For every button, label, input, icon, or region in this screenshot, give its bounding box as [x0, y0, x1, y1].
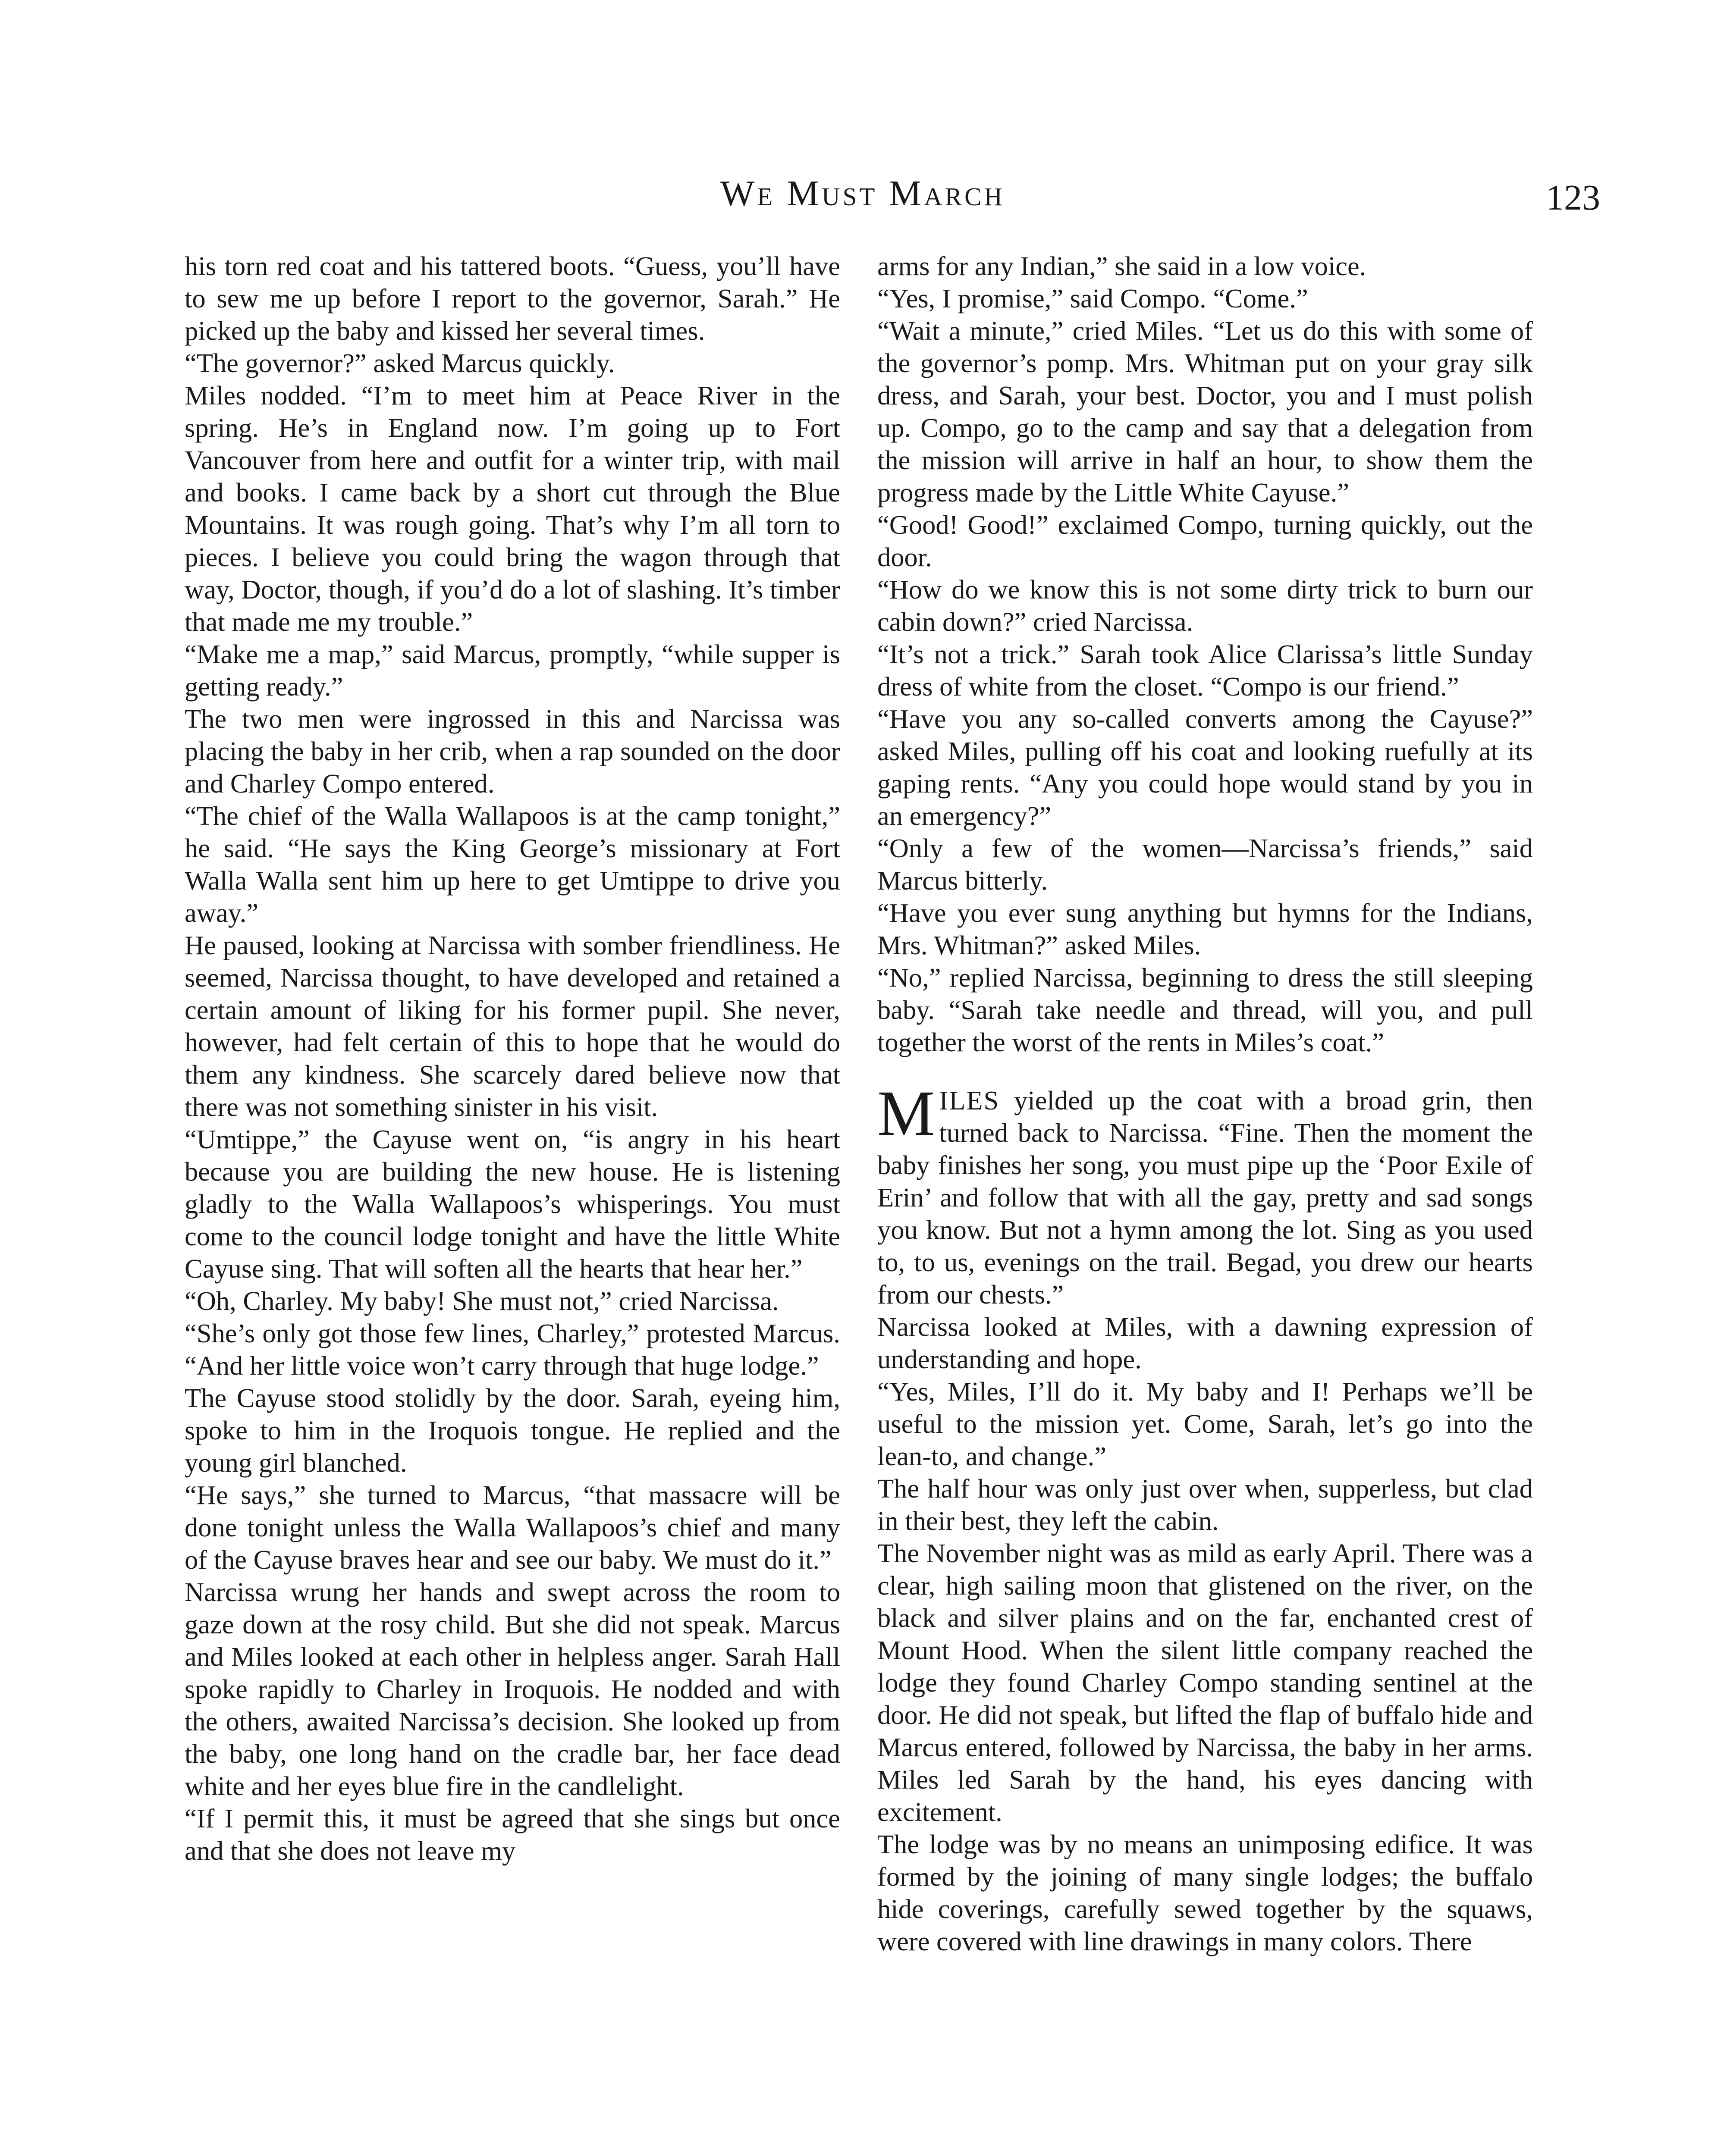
- paragraph: arms for any Indian,” she said in a low voice.: [877, 251, 1366, 281]
- paragraph: “Yes, Miles, I’ll do it. My baby and I! Perhaps we’ll be useful to the mission yet. Come, Sarah, let’s go into the lean-to, and change.”: [877, 1376, 1533, 1471]
- paragraph: “Have you any so-called converts among the Cayuse?” asked Miles, pulling off his coat and looking ruefully at its gaping rents. “Any you could hope would stand by you in an emergency?”: [877, 704, 1533, 831]
- paragraph: “Good! Good!” exclaimed Compo, turning quickly, out the door.: [877, 510, 1533, 572]
- left-column: [185, 250, 840, 2156]
- paragraph: The two men were ingrossed in this and Narcissa was placing the baby in her crib, when a rap sounded on the door and Charley Compo entered.: [185, 704, 840, 799]
- drop-cap-paragraph: [877, 1078, 1533, 1311]
- paragraph: “The governor?” asked Marcus quickly.: [185, 348, 615, 378]
- paragraph: “No,” replied Narcissa, beginning to dress the still sleeping baby. “Sarah take needle and thread, will you, and pull together the worst of the rents in Miles’s coat.”: [877, 962, 1533, 1057]
- paragraph: “Umtippe,” the Cayuse went on, “is angry in his heart because you are building the new house. He is listening gladly to the Walla Wallapoos’s whisperings. You must come to the council lodge tonight and have the little White Cayuse sing. That will soften all the hearts that hear her.”: [185, 1124, 840, 1284]
- page-number: 123: [1546, 178, 1600, 218]
- paragraph: “He says,” she turned to Marcus, “that massacre will be done tonight unless the Walla Wallapoos’s chief and many of the Cayuse braves hear and see our baby. We must do it.”: [185, 1480, 840, 1575]
- paragraph: The half hour was only just over when, supperless, but clad in their best, they left the cabin.: [877, 1473, 1533, 1536]
- right-column: [877, 250, 1533, 2156]
- running-title: We Must March: [720, 173, 1005, 213]
- paragraph: Narcissa wrung her hands and swept across the room to gaze down at the rosy child. But she did not speak. Marcus and Miles looked at each other in helpless anger. Sarah Hall spoke rapidly to Charley in Iroquois. He nodded and with the others, awaited Narcissa’s decision. She looked up from the baby, one long hand on the cradle bar, her face dead white and her eyes blue fire in the candlelight.: [185, 1577, 840, 1801]
- section-break: [877, 1059, 1533, 1084]
- drop-cap-text: yielded up the coat with a broad grin, then turned back to Narcissa. “Fine. Then the moment the baby finishes her song, you must pipe up the ‘Poor Exile of Erin’ and follow that with all the gay, pretty and sad songs you know. But not a hymn among the lot. Sing as you used to, to us, evenings on the trail. Begad, you drew our hearts from our chests.”: [877, 1085, 1533, 1310]
- paragraph: “She’s only got those few lines, Charley,” protested Marcus. “And her little voice won’t carry through that huge lodge.”: [185, 1318, 840, 1381]
- running-head: [0, 169, 1727, 216]
- paragraph: He paused, looking at Narcissa with somber friendliness. He seemed, Narcissa thought, to have developed and retained a certain amount of liking for his former pupil. She never, however, had felt certain of this to hope that he would do them any kindness. She scarcely dared believe now that there was not something sinister in his visit.: [185, 930, 840, 1122]
- paragraph: Miles nodded. “I’m to meet him at Peace River in the spring. He’s in England now. I’m going up to Fort Vancouver from here and outfit for a winter trip, with mail and books. I came back by a short cut through the Blue Mountains. It was rough going. That’s why I’m all torn to pieces. I believe you could bring the wagon through that way, Doctor, though, if you’d do a lot of slashing. It’s timber that made me my trouble.”: [185, 380, 840, 637]
- paragraph: “Oh, Charley. My baby! She must not,” cried Narcissa.: [185, 1286, 779, 1316]
- paragraph: “How do we know this is not some dirty trick to burn our cabin down?” cried Narcissa.: [877, 574, 1533, 637]
- paragraph: “The chief of the Walla Wallapoos is at the camp tonight,” he said. “He says the King George’s missionary at Fort Walla Walla sent him up here to get Umtippe to drive you away.”: [185, 801, 840, 928]
- paragraph: The November night was as mild as early April. There was a clear, high sailing moon that glistened on the river, on the black and silver plains and on the far, enchanted crest of Mount Hood. When the silent little company reached the lodge they found Charley Compo standing sentinel at the door. He did not speak, but lifted the flap of buffalo hide and Marcus entered, followed by Narcissa, the baby in her arms. Miles led Sarah by the hand, his eyes dancing with excitement.: [877, 1538, 1533, 1827]
- paragraph: “It’s not a trick.” Sarah took Alice Clarissa’s little Sunday dress of white from the closet. “Compo is our friend.”: [877, 639, 1533, 702]
- paragraph: The Cayuse stood stolidly by the door. Sarah, eyeing him, spoke to him in the Iroquois tongue. He replied and the young girl blanched.: [185, 1383, 840, 1478]
- paragraph: “Only a few of the women—Narcissa’s friends,” said Marcus bitterly.: [877, 833, 1533, 896]
- paragraph: “Make me a map,” said Marcus, promptly, “while supper is getting ready.”: [185, 639, 840, 702]
- paragraph: “If I permit this, it must be agreed that she sings but once and that she does not leave my: [185, 1803, 840, 1866]
- paragraph: Narcissa looked at Miles, with a dawning expression of understanding and hope.: [877, 1312, 1533, 1374]
- paragraph: “Yes, I promise,” said Compo. “Come.”: [877, 283, 1308, 313]
- paragraph: his torn red coat and his tattered boots. “Guess, you’ll have to sew me up before I report to the governor, Sarah.” He picked up the baby and kissed her several times.: [185, 251, 840, 346]
- paragraph: The lodge was by no means an unimposing edifice. It was formed by the joining of many single lodges; the buffalo hide coverings, carefully sewed together by the squaws, were covered with line drawings in many colors. There: [877, 1829, 1533, 1956]
- drop-cap: M: [877, 1078, 935, 1149]
- drop-cap-smallcaps: ILES: [939, 1085, 1000, 1116]
- paragraph: “Have you ever sung anything but hymns for the Indians, Mrs. Whitman?” asked Miles.: [877, 898, 1533, 960]
- paragraph: “Wait a minute,” cried Miles. “Let us do this with some of the governor’s pomp. Mrs. Whitman put on your gray silk dress, and Sarah, your best. Doctor, you and I must polish up. Compo, go to the camp and say that a delegation from the mission will arrive in half an hour, to show them the progress made by the Little White Cayuse.”: [877, 316, 1533, 508]
